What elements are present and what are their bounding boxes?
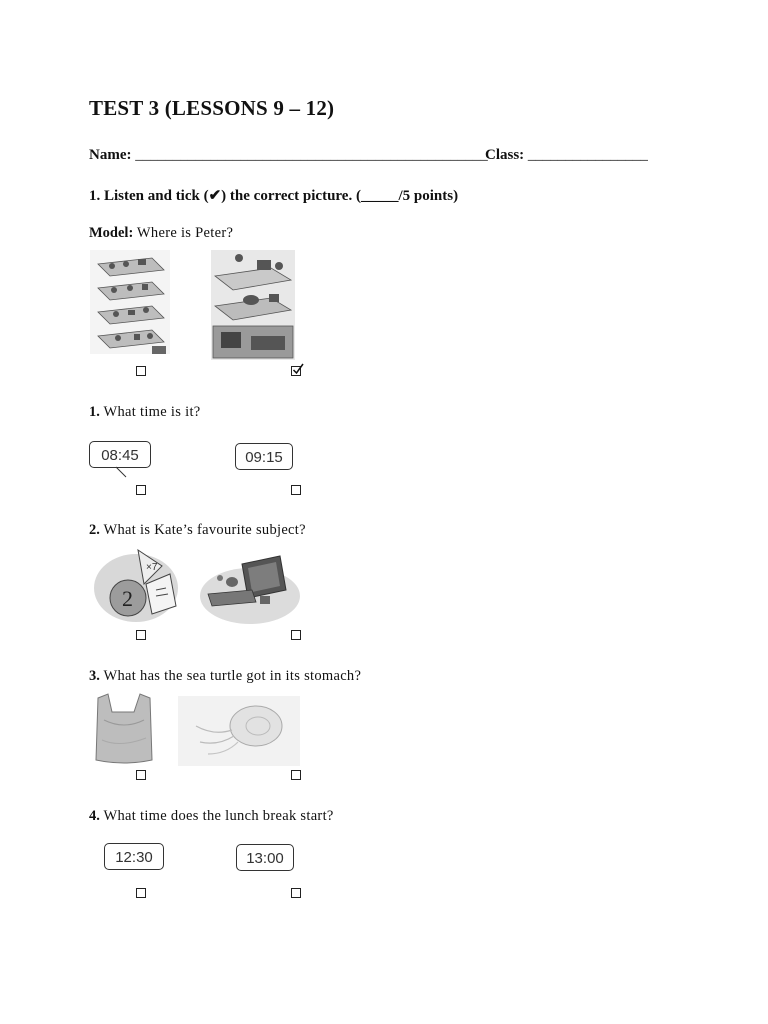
question-1-number: 1. <box>89 404 100 420</box>
question-3 <box>89 668 361 685</box>
jellyfish-picture <box>178 696 300 766</box>
question-2-checkbox-2[interactable] <box>291 630 301 640</box>
question-2 <box>89 522 306 539</box>
question-2-number: 2. <box>89 522 100 538</box>
question-3-number: 3. <box>89 668 100 684</box>
clock-0915: 09:15 <box>235 443 293 470</box>
question-1-checkbox-1[interactable] <box>136 485 146 495</box>
question-4 <box>89 808 334 825</box>
question-4-checkbox-2[interactable] <box>291 888 301 898</box>
question-1-text: What time is it? <box>103 404 201 420</box>
question-1-checkbox-2[interactable] <box>291 485 301 495</box>
clock-1230: 12:30 <box>104 843 164 870</box>
maths-picture <box>92 544 180 626</box>
question-4-checkbox-1[interactable] <box>136 888 146 898</box>
name-label: Name: <box>89 147 132 163</box>
class-row <box>485 147 648 164</box>
page-title: TEST 3 (LESSONS 9 – 12) <box>89 96 335 120</box>
model-question-text: Where is Peter? <box>136 225 234 241</box>
question-3-checkbox-1[interactable] <box>136 770 146 780</box>
question-4-number: 4. <box>89 808 100 824</box>
svg-text:2: 2 <box>122 586 133 611</box>
model-question <box>89 225 233 242</box>
checkmark-icon <box>291 362 305 376</box>
building-floors-picture <box>90 250 170 354</box>
question-1 <box>89 404 201 421</box>
section-instruction: 1. Listen and tick (✔) the correct picture. (_____/5 points) <box>89 188 459 204</box>
clock-0845: 08:45 <box>89 441 151 468</box>
speech-tail-icon <box>114 466 128 478</box>
question-3-text: What has the sea turtle got in its stomach? <box>103 668 362 684</box>
computer-picture <box>196 550 300 628</box>
model-label: Model: <box>89 225 134 241</box>
question-2-text: What is Kate’s favourite subject? <box>103 522 306 538</box>
question-4-text: What time does the lunch break start? <box>103 808 334 824</box>
class-blank[interactable]: ________________ <box>527 147 648 163</box>
name-row <box>89 147 488 164</box>
model-checkbox-1[interactable] <box>136 366 146 376</box>
house-rooms-picture <box>211 250 295 360</box>
plastic-bag-picture <box>94 690 154 766</box>
clock-1300: 13:00 <box>236 844 294 871</box>
name-blank[interactable]: _______________________________________________ <box>135 147 488 163</box>
question-3-checkbox-2[interactable] <box>291 770 301 780</box>
svg-text:×7: ×7 <box>146 562 158 573</box>
class-label: Class: <box>485 147 525 163</box>
question-2-checkbox-1[interactable] <box>136 630 146 640</box>
